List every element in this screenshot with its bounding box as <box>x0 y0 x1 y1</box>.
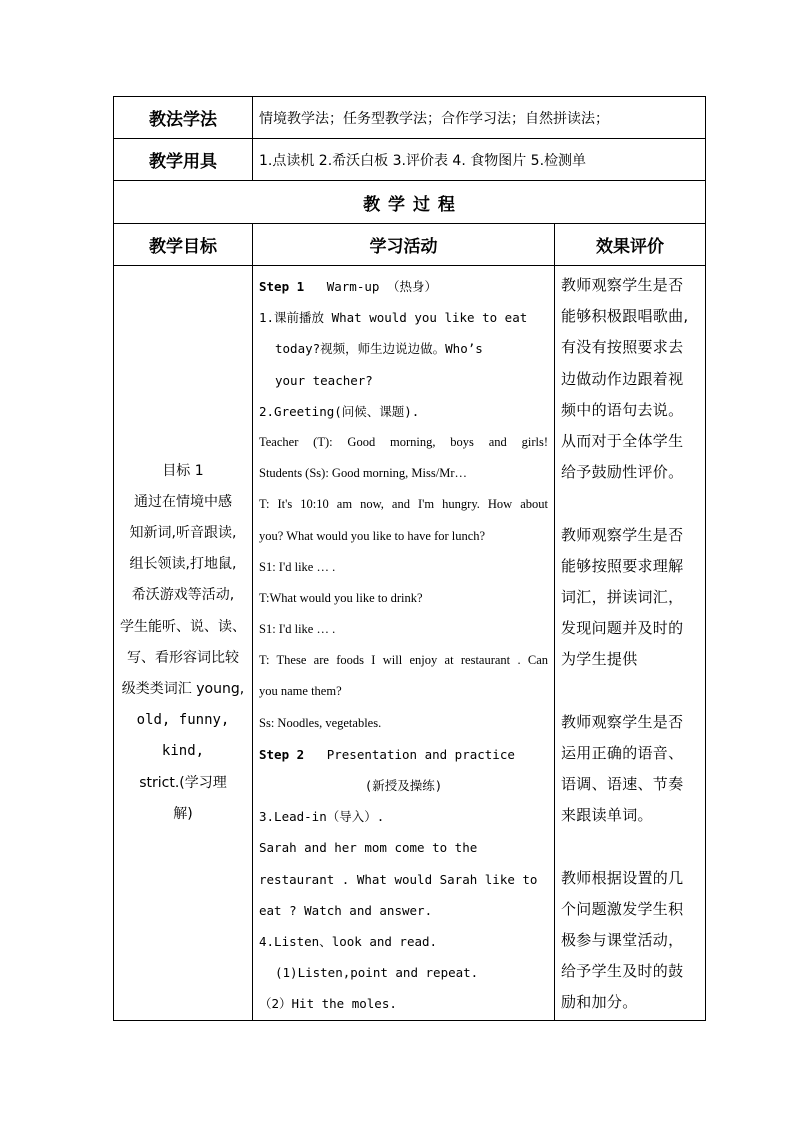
evaluation-header: 效果评价 <box>555 224 706 266</box>
evaluation-line: 发现问题并及时的 <box>561 619 684 638</box>
goal-line: 写、看形容词比较 <box>127 649 239 666</box>
evaluation-line: 教师观察学生是否 <box>561 712 684 731</box>
activity-cell <box>253 266 555 1021</box>
goal-line: 目标 1 <box>162 462 204 479</box>
goal-line: 组长领读,打地鼠, <box>129 556 237 573</box>
activity-line: 2.Greeting(问候、课题). <box>259 403 420 419</box>
activity-line: （2）Hit the moles. <box>259 996 397 1012</box>
evaluation-line <box>561 675 699 706</box>
evaluation-cell <box>555 266 706 1021</box>
activity-header: 学习活动 <box>253 224 555 266</box>
evaluation-line: 教师观察学生是否 <box>561 276 684 294</box>
activity-line: (1)Listen,point and repeat. <box>275 965 479 981</box>
goal-line: kind, <box>161 743 205 760</box>
evaluation-line: 励和加分。 <box>561 993 638 1012</box>
dialogue-line: Ss: Noodles, vegetables. <box>259 715 382 730</box>
evaluation-line: 频中的语句去说。 <box>561 400 684 419</box>
content-row <box>114 266 706 1021</box>
process-title: 教 学 过 程 <box>114 181 706 224</box>
activity-line: 3.Lead-in（导入）. <box>259 809 385 825</box>
lesson-plan-table <box>113 96 706 1021</box>
methods-value: 情境教学法；任务型教学法；合作学习法；自然拼读法； <box>253 97 706 139</box>
dialogue-line: S1: I'd like … . <box>259 622 336 637</box>
activity-line: eat ? Watch and answer. <box>259 902 433 918</box>
step2-label: Step 2 <box>259 746 305 762</box>
evaluation-line <box>561 831 699 862</box>
tools-label: 教学用具 <box>114 139 253 181</box>
evaluation-line: 词汇，拼读词汇， <box>561 587 684 606</box>
dialogue-line: Students (Ss): Good morning, Miss/Mr… <box>259 466 468 481</box>
evaluation-line: 有没有按照要求去 <box>561 338 684 357</box>
dialogue-line: Teacher (T): Good morning, boys and girls! <box>259 434 548 449</box>
evaluation-line: 能够积极跟唱歌曲, <box>561 307 689 326</box>
evaluation-line <box>561 488 699 519</box>
goal-line: 级类类词汇 young, <box>121 680 245 697</box>
step2-heading <box>259 739 548 770</box>
evaluation-line: 给予学生及时的鼓 <box>561 962 684 981</box>
evaluation-line: 能够按照要求理解 <box>561 556 684 575</box>
step1-title: Warm-up （热身） <box>326 279 437 294</box>
activity-line: 1.课前播放 What would you like to eat <box>259 310 528 326</box>
evaluation-line: 给予鼓励性评价。 <box>561 463 684 482</box>
evaluation-line: 来跟读单词。 <box>561 806 653 825</box>
evaluation-line: 语调、语速、节奏 <box>561 775 684 793</box>
evaluation-line: 教师根据设置的几 <box>561 868 684 887</box>
step2-title: Presentation and practice <box>326 746 515 762</box>
dialogue-line: you name them? <box>259 684 342 699</box>
evaluation-line: 为学生提供 <box>561 650 638 669</box>
step1-heading <box>259 271 548 302</box>
goal-cell <box>114 266 253 1021</box>
activity-line: restaurant . What would Sarah like to <box>259 871 538 887</box>
goal-line: 解) <box>173 805 193 822</box>
evaluation-line: 极参与课堂活动， <box>561 930 684 949</box>
activity-line: Sarah and her mom come to the <box>259 840 478 856</box>
goal-header: 教学目标 <box>114 224 253 266</box>
goal-line: 通过在情境中感 <box>134 493 232 510</box>
dialogue-line: you? What would you like to have for lunch? <box>259 528 486 543</box>
evaluation-line: 运用正确的语音、 <box>561 743 684 762</box>
activity-line: your teacher? <box>275 372 373 388</box>
dialogue-line: T: These are foods I will enjoy at restaurant . Can <box>259 653 548 668</box>
methods-row <box>114 97 706 139</box>
activity-line: 4.Listen、look and read. <box>259 933 438 949</box>
dialogue-line: T:What would you like to drink? <box>259 590 423 605</box>
goal-line: strict.(学习理 <box>139 774 227 791</box>
evaluation-line: 教师观察学生是否 <box>561 525 684 544</box>
evaluation-line: 个问题激发学生积 <box>561 899 684 918</box>
dialogue-line: T: It's 10:10 am now, and I'm hungry. How about <box>259 497 548 512</box>
step2-subtitle: (新授及操练) <box>364 778 443 793</box>
tools-row <box>114 139 706 181</box>
goal-line: 希沃游戏等活动, <box>131 587 235 604</box>
activity-line: today?视频，师生边说边做。Who’s <box>275 341 483 357</box>
goal-line: 知新词,听音跟读, <box>129 525 237 541</box>
evaluation-line: 从而对于全体学生 <box>561 431 684 450</box>
column-header-row <box>114 224 706 266</box>
goal-line: 学生能听、说、读、 <box>120 618 246 635</box>
methods-label: 教法学法 <box>114 97 253 139</box>
process-title-row <box>114 181 706 224</box>
evaluation-line: 边做动作边跟着视 <box>561 369 684 388</box>
goal-line: old, funny, <box>136 712 230 729</box>
tools-value: 1.点读机 2.希沃白板 3.评价表 4. 食物图片 5.检测单 <box>253 139 706 181</box>
dialogue-line: S1: I'd like … . <box>259 559 336 574</box>
step1-label: Step 1 <box>259 279 305 294</box>
